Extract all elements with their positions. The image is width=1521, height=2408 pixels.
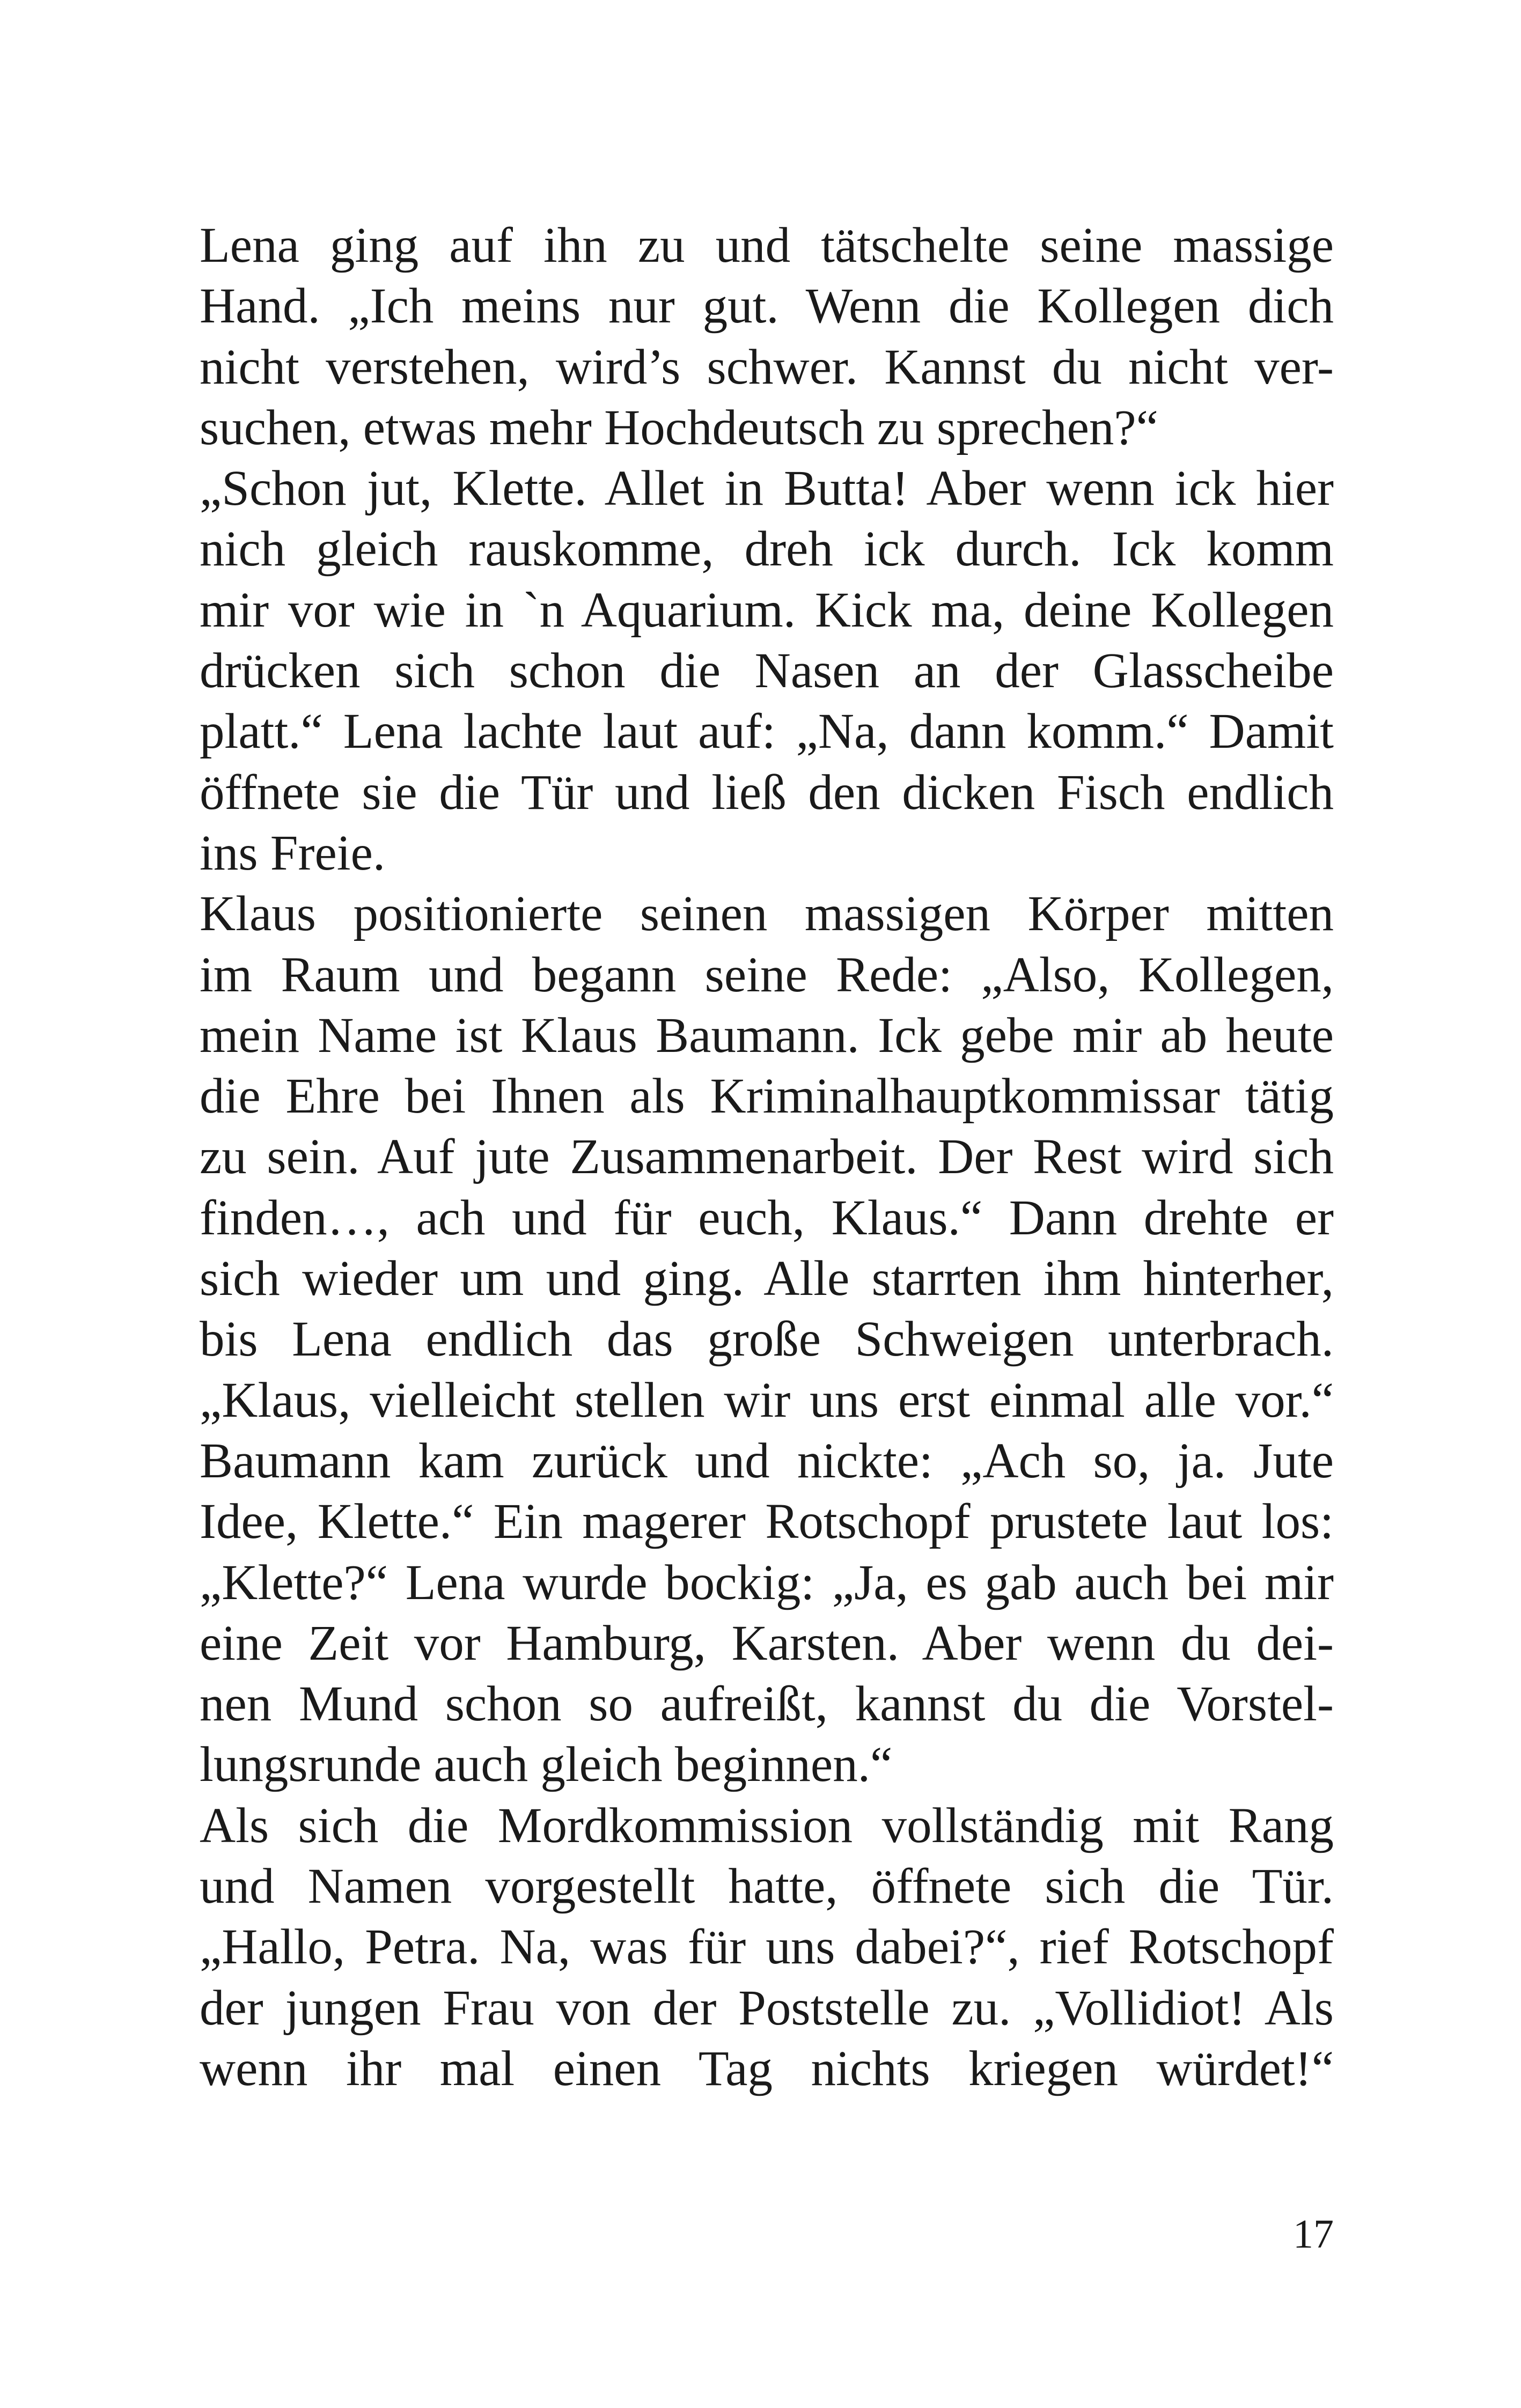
- text-line-28: und Namen vorgestellt hatte, öffnete sich die Tür.: [200, 1859, 1334, 1914]
- text-line-3: nicht verstehen, wird’s schwer. Kannst du nicht ver-: [200, 339, 1334, 395]
- text-line-2: Hand. „Ich meins nur gut. Wenn die Kollegen dich: [200, 278, 1334, 334]
- text-line-8: drücken sich schon die Nasen an der Glasscheibe: [200, 643, 1334, 699]
- text-line-26: lungsrunde auch gleich beginnen.“: [200, 1737, 893, 1793]
- text-line-7: mir vor wie in `n Aquarium. Kick ma, deine Kollegen: [200, 582, 1334, 638]
- text-line-19: bis Lena endlich das große Schweigen unterbrach.: [200, 1312, 1334, 1367]
- text-line-14: mein Name ist Klaus Baumann. Ick gebe mir ab heute: [200, 1007, 1334, 1063]
- text-line-1: Lena ging auf ihn zu und tätschelte seine massige: [200, 218, 1334, 273]
- text-line-18: sich wieder um und ging. Alle starrten ihm hinterher,: [200, 1251, 1334, 1307]
- text-line-9: platt.“ Lena lachte laut auf: „Na, dann komm.“ Damit: [200, 704, 1334, 760]
- text-line-12: Klaus positionierte seinen massigen Körper mitten: [200, 886, 1334, 942]
- text-line-27: Als sich die Mordkommission vollständig mit Rang: [200, 1798, 1334, 1853]
- text-line-24: eine Zeit vor Hamburg, Karsten. Aber wenn du dei-: [200, 1615, 1334, 1671]
- text-line-16: zu sein. Auf jute Zusammenarbeit. Der Rest wird sich: [200, 1129, 1334, 1185]
- text-line-10: öffnete sie die Tür und ließ den dicken Fisch endlich: [200, 764, 1334, 820]
- text-line-20: „Klaus, vielleicht stellen wir uns erst einmal alle vor.“: [200, 1372, 1334, 1428]
- text-line-21: Baumann kam zurück und nickte: „Ach so, ja. Jute: [200, 1433, 1334, 1489]
- text-line-5: „Schon jut, Klette. Allet in Butta! Aber wenn ick hier: [200, 461, 1334, 517]
- text-line-22: Idee, Klette.“ Ein magerer Rotschopf prustete laut los:: [200, 1494, 1334, 1550]
- text-line-25: nen Mund schon so aufreißt, kannst du die Vorstel-: [200, 1676, 1334, 1732]
- text-line-29: „Hallo, Petra. Na, was für uns dabei?“, rief Rotschopf: [200, 1919, 1334, 1975]
- text-line-4: suchen, etwas mehr Hochdeutsch zu sprechen?“: [200, 400, 1158, 455]
- text-line-23: „Klette?“ Lena wurde bockig: „Ja, es gab auch bei mir: [200, 1555, 1334, 1610]
- body-text: [200, 215, 1334, 2099]
- text-line-11: ins Freie.: [200, 825, 386, 881]
- text-line-6: nich gleich rauskomme, dreh ick durch. Ick komm: [200, 521, 1334, 577]
- text-line-17: finden…, ach und für euch, Klaus.“ Dann drehte er: [200, 1190, 1334, 1246]
- text-line-30: der jungen Frau von der Poststelle zu. „Vollidiot! Als: [200, 1980, 1334, 2036]
- text-line-13: im Raum und begann seine Rede: „Also, Kollegen,: [200, 947, 1334, 1003]
- text-line-15: die Ehre bei Ihnen als Kriminalhauptkommissar tätig: [200, 1069, 1334, 1124]
- text-line-31: wenn ihr mal einen Tag nichts kriegen würdet!“: [200, 2041, 1334, 2096]
- page-number: 17: [1293, 2212, 1334, 2257]
